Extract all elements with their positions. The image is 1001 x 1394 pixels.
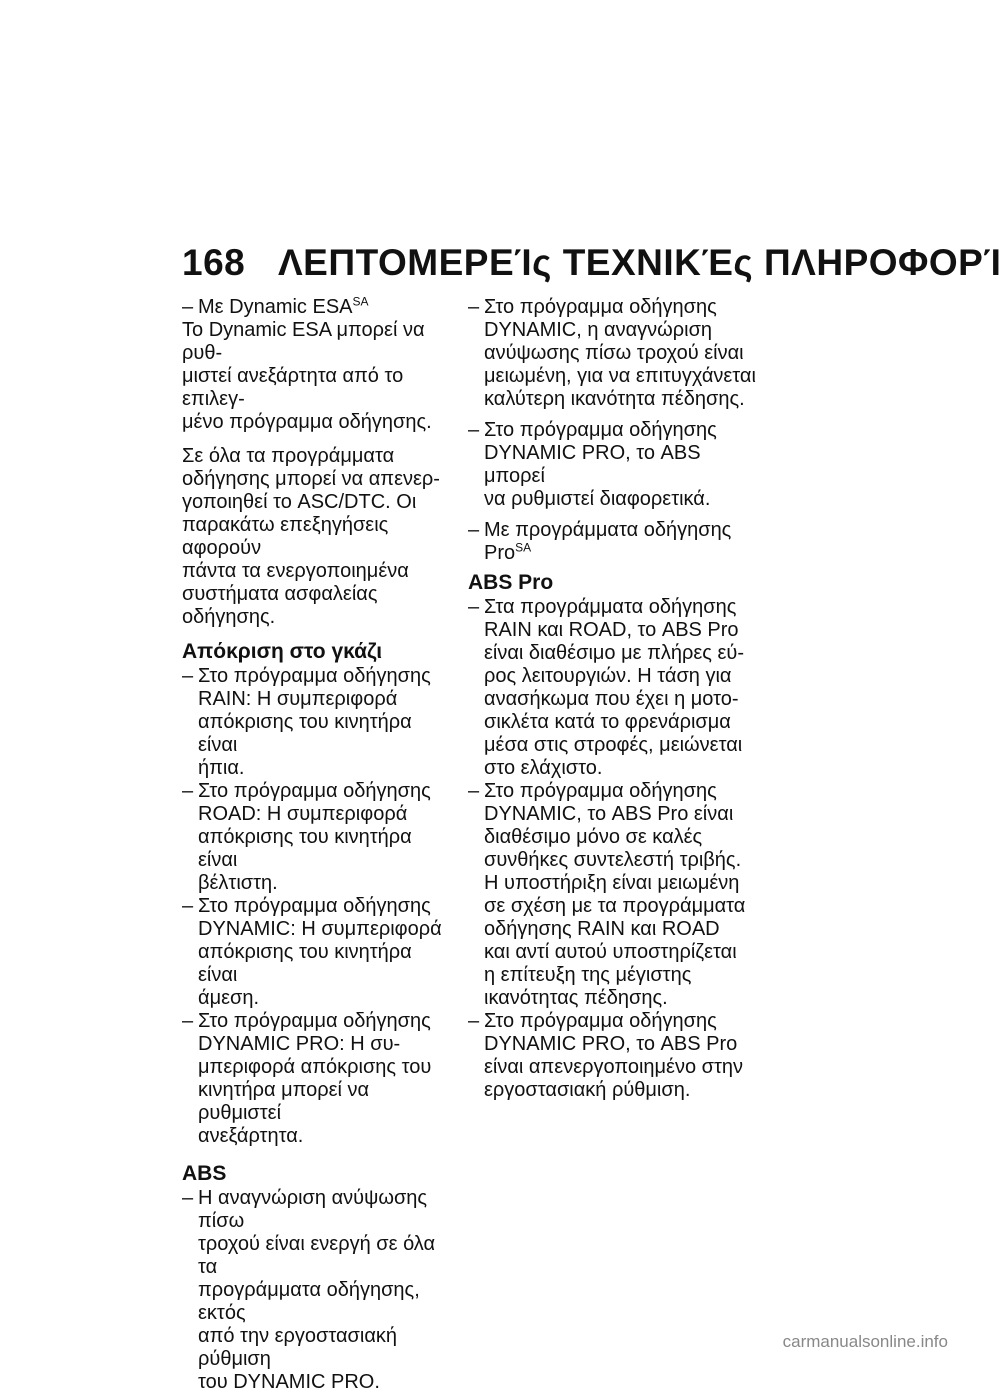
text-line: ανεξάρτητα. bbox=[198, 1125, 304, 1147]
text-line: RAIN: Η συμπεριφορά bbox=[198, 688, 398, 710]
section-heading: ABS Pro bbox=[468, 571, 554, 594]
text-line: προγράμματα οδήγησης, εκτός bbox=[198, 1279, 420, 1324]
list-item-dynamic-esa bbox=[182, 296, 454, 319]
dash-marker: – bbox=[468, 419, 480, 441]
section-heading: Απόκριση στο γκάζι bbox=[182, 640, 383, 663]
text-line: Στο πρόγραμμα οδήγησης bbox=[484, 419, 717, 441]
left-column bbox=[182, 296, 454, 1394]
text-line: DYNAMIC PRO, το ABS μπορεί bbox=[484, 442, 701, 487]
list-item bbox=[468, 296, 758, 411]
text-line: απόκρισης του κινητήρα είναι bbox=[198, 941, 412, 986]
text-line: παρακάτω επεξηγήσεις αφορούν bbox=[182, 514, 389, 559]
text-line: στο ελάχιστο. bbox=[484, 757, 603, 779]
text-line: είναι διαθέσιμο με πλήρες εύ- bbox=[484, 642, 745, 664]
item-label: Με Dynamic ESA bbox=[198, 296, 353, 318]
text-line: Στα προγράμματα οδήγησης bbox=[484, 596, 737, 618]
text-line: μέσα στις στροφές, μειώνεται bbox=[484, 734, 743, 756]
text-line: μειωμένη, για να επιτυγχάνεται bbox=[484, 365, 756, 387]
list-item bbox=[182, 665, 454, 780]
page-number: 168 bbox=[182, 242, 246, 283]
text-line: σε σχέση με τα προγράμματα bbox=[484, 895, 746, 917]
dash-marker: – bbox=[182, 296, 194, 318]
text-line: Στο πρόγραμμα οδήγησης bbox=[198, 1010, 431, 1032]
text-line: και αντί αυτού υποστηρίζεται bbox=[484, 941, 737, 963]
paragraph bbox=[182, 319, 454, 434]
dash-marker: – bbox=[468, 519, 480, 541]
list-item-pro bbox=[468, 519, 758, 565]
text-line: σικλέτα κατά το φρενάρισμα bbox=[484, 711, 731, 733]
text-line: η επίτευξη της μέγιστης bbox=[484, 964, 692, 986]
dash-marker: – bbox=[182, 1010, 194, 1032]
section-heading: ABS bbox=[182, 1162, 227, 1185]
text-line: Στο πρόγραμμα οδήγησης bbox=[484, 780, 717, 802]
text-line: ρος λειτουργιών. Η τάση για bbox=[484, 665, 732, 687]
text-line: οδήγησης RAIN και ROAD bbox=[484, 918, 720, 940]
text-line: διαθέσιμο μόνο σε καλές bbox=[484, 826, 703, 848]
text-line: ROAD: Η συμπεριφορά bbox=[198, 803, 408, 825]
sa-superscript: SA bbox=[352, 294, 369, 309]
text-line: καλύτερη ικανότητα πέδησης. bbox=[484, 388, 745, 410]
list-item bbox=[468, 780, 758, 1010]
text-line: απόκρισης του κινητήρα είναι bbox=[198, 711, 412, 756]
text-line: μιστεί ανεξάρτητα από το επιλεγ- bbox=[182, 365, 404, 410]
text-line: πάντα τα ενεργοποιημένα bbox=[182, 560, 409, 582]
dash-marker: – bbox=[182, 895, 194, 917]
bullet-list bbox=[182, 665, 454, 1148]
dash-marker: – bbox=[182, 665, 194, 687]
paragraph bbox=[182, 445, 454, 629]
text-line: είναι απενεργοποιημένο στην bbox=[484, 1056, 744, 1078]
text-line: Στο πρόγραμμα οδήγησης bbox=[198, 895, 431, 917]
text-line: απόκρισης του κινητήρα είναι bbox=[198, 826, 412, 871]
text-line: από την εργοστασιακή ρύθμιση bbox=[198, 1325, 398, 1370]
text-line: Pro bbox=[484, 542, 516, 564]
text-line: ικανότητας πέδησης. bbox=[484, 987, 668, 1009]
dash-marker: – bbox=[468, 1010, 480, 1032]
text-line: Το Dynamic ESA μπορεί να ρυθ- bbox=[182, 319, 425, 364]
text-line: DYNAMIC: Η συμπεριφορά bbox=[198, 918, 442, 940]
text-line: του DYNAMIC PRO. bbox=[198, 1371, 380, 1393]
text-line: Με προγράμματα οδήγησης bbox=[484, 519, 732, 541]
page-title: ΛΕΠΤΟΜΕΡΕΊς ΤΕΧΝΙΚΈς ΠΛΗΡΟΦΟΡΊ bbox=[278, 242, 1001, 283]
text-line: μπεριφορά απόκρισης του bbox=[198, 1056, 432, 1078]
text-line: Σε όλα τα προγράμματα bbox=[182, 445, 395, 467]
list-item bbox=[182, 780, 454, 895]
bullet-list bbox=[468, 296, 758, 511]
text-line: DYNAMIC PRO, το ABS Pro bbox=[484, 1033, 738, 1055]
bullet-list bbox=[468, 596, 758, 1102]
text-line: DYNAMIC, η αναγνώριση bbox=[484, 319, 713, 341]
text-line: ανύψωσης πίσω τροχού είναι bbox=[484, 342, 744, 364]
list-item bbox=[182, 1187, 454, 1394]
text-line: οδήγησης μπορεί να απενερ- bbox=[182, 468, 440, 490]
watermark-footer: carmanualsonline.info bbox=[782, 1332, 948, 1351]
text-line: ανασήκωμα που έχει η μοτο- bbox=[484, 688, 739, 710]
text-line: άμεση. bbox=[198, 987, 260, 1009]
list-item bbox=[182, 1010, 454, 1148]
text-line: τροχού είναι ενεργή σε όλα τα bbox=[198, 1233, 436, 1278]
bullet-list bbox=[182, 1187, 454, 1394]
list-item bbox=[468, 1010, 758, 1102]
page-header bbox=[182, 242, 1001, 284]
text-line: ήπια. bbox=[198, 757, 245, 779]
text-line: εργοστασιακή ρύθμιση. bbox=[484, 1079, 691, 1101]
text-line: κινητήρα μπορεί να ρυθμιστεί bbox=[198, 1079, 370, 1124]
sa-superscript: SA bbox=[515, 540, 532, 555]
text-line: Στο πρόγραμμα οδήγησης bbox=[484, 1010, 717, 1032]
text-line: Στο πρόγραμμα οδήγησης bbox=[198, 665, 431, 687]
dash-marker: – bbox=[468, 296, 480, 318]
text-line: DYNAMIC PRO: Η συ- bbox=[198, 1033, 401, 1055]
text-line: Η αναγνώριση ανύψωσης πίσω bbox=[198, 1187, 428, 1232]
list-item bbox=[182, 895, 454, 1010]
text-line: γοποιηθεί το ASC/DTC. Οι bbox=[182, 491, 417, 513]
list-item bbox=[468, 419, 758, 511]
dash-marker: – bbox=[468, 596, 480, 618]
list-item bbox=[468, 596, 758, 780]
text-line: βέλτιστη. bbox=[198, 872, 278, 894]
text-line: RAIN και ROAD, το ABS Pro bbox=[484, 619, 739, 641]
text-line: συστήματα ασφαλείας οδήγησης. bbox=[182, 583, 378, 628]
dash-marker: – bbox=[182, 780, 194, 802]
text-line: μένο πρόγραμμα οδήγησης. bbox=[182, 411, 432, 433]
dash-marker: – bbox=[468, 780, 480, 802]
text-line: Στο πρόγραμμα οδήγησης bbox=[198, 780, 431, 802]
text-line: DYNAMIC, το ABS Pro είναι bbox=[484, 803, 734, 825]
dash-marker: – bbox=[182, 1187, 194, 1209]
right-column bbox=[468, 296, 758, 1102]
text-line: να ρυθμιστεί διαφορετικά. bbox=[484, 488, 711, 510]
text-line: συνθήκες συντελεστή τριβής. bbox=[484, 849, 742, 871]
text-line: Η υποστήριξη είναι μειωμένη bbox=[484, 872, 740, 894]
text-line: Στο πρόγραμμα οδήγησης bbox=[484, 296, 717, 318]
